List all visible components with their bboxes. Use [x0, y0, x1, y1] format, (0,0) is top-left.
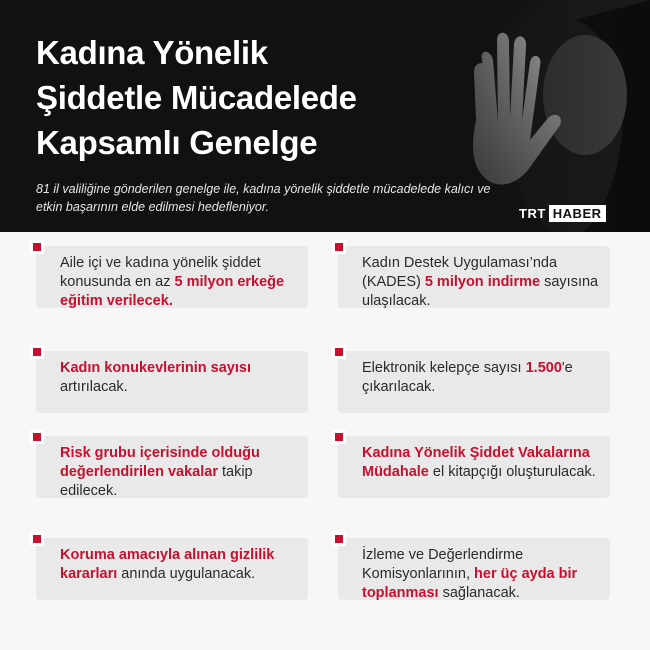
card-text — [362, 359, 600, 397]
title-line: Kadına Yönelik — [36, 34, 268, 71]
card-highlight-text: 5 milyon indirme — [424, 274, 541, 290]
card-body-text: Aile içi ve kadına yönelik şiddet konusunda en az — [60, 255, 261, 290]
card-body-text: sağlanacak. — [438, 585, 520, 601]
card-highlight-text: her üç ayda bir toplanması — [362, 566, 578, 601]
info-card — [338, 351, 610, 413]
card-body-text: Kadın Destek Uygulaması’nda (KADES) — [362, 255, 558, 290]
red-square-bullet-icon — [332, 240, 346, 254]
card-body-text: Elektronik kelepçe sayısı — [362, 360, 526, 376]
card-highlight-text: Kadına Yönelik Şiddet Vakalarına Müdahale — [362, 445, 590, 480]
info-card — [36, 538, 308, 600]
card-body-text: İzleme ve Değerlendirme Komisyonlarının, — [362, 547, 524, 582]
logo-haber-text: HABER — [549, 205, 606, 222]
card-highlight-text: 5 milyon erkeğe eğitim verilecek. — [60, 274, 285, 309]
card-highlight-text: 1.500 — [525, 360, 562, 376]
red-square-bullet-icon — [30, 345, 44, 359]
card-body-text: 'e çıkarılacak. — [362, 360, 573, 395]
trt-haber-logo — [519, 204, 606, 222]
card-text — [60, 254, 298, 311]
red-square-bullet-icon — [30, 240, 44, 254]
info-card — [338, 436, 610, 498]
card-body-text: el kitapçığı oluşturulacak. — [428, 464, 596, 480]
red-square-bullet-icon — [30, 532, 44, 546]
title-line: Şiddetle Mücadelede — [36, 79, 357, 116]
info-card — [338, 538, 610, 600]
card-text — [362, 444, 600, 482]
info-card — [36, 246, 308, 308]
card-body-text: anında uygulanacak. — [117, 566, 256, 582]
card-body-text: sayısına ulaşılacak. — [362, 274, 599, 309]
info-card — [36, 351, 308, 413]
red-square-bullet-icon — [332, 430, 346, 444]
red-square-bullet-icon — [332, 532, 346, 546]
card-text — [60, 546, 298, 584]
card-highlight-text: Risk grubu içerisinde olduğu değerlendirilen vakalar — [60, 445, 260, 480]
red-square-bullet-icon — [30, 430, 44, 444]
card-text — [362, 254, 600, 311]
logo-trt-text: TRT — [519, 205, 546, 221]
card-highlight-text: Koruma amacıyla alınan gizlilik kararları — [60, 547, 275, 582]
header-banner — [0, 0, 650, 232]
title-line: Kapsamlı Genelge — [36, 124, 318, 161]
subtitle: 81 il valiliğine gönderilen genelge ile, kadına yönelik şiddetle mücadelede kalıcı ve etkin başarının elde edilmesi hedefleniyor. — [36, 182, 491, 214]
card-body-text: artırılacak. — [60, 379, 128, 395]
card-text — [362, 546, 600, 603]
info-card — [36, 436, 308, 498]
card-highlight-text: Kadın konukevlerinin sayısı — [60, 360, 251, 376]
red-square-bullet-icon — [332, 345, 346, 359]
page-title — [36, 30, 506, 165]
card-text — [60, 359, 298, 397]
card-text — [60, 444, 298, 501]
info-card — [338, 246, 610, 308]
card-body-text: takip edilecek. — [60, 464, 253, 499]
